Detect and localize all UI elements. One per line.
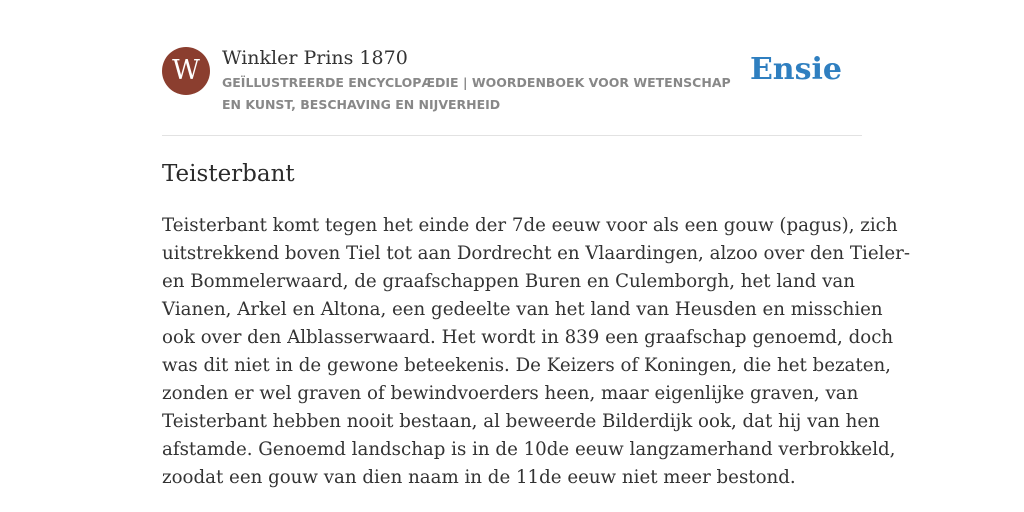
source-title[interactable]: Winkler Prins 1870 xyxy=(222,47,408,69)
entry-line: zonden er wel graven of bewindvoerders heen, maar eigenlijke graven, van xyxy=(162,383,859,404)
entry-line: uitstrekkend boven Tiel tot aan Dordrecht en Vlaardingen, alzoo over den Tieler- xyxy=(162,243,911,264)
entry-line: Teisterbant hebben nooit bestaan, al beweerde Bilderdijk ook, dat hij van hen xyxy=(162,411,880,432)
entry-line: Vianen, Arkel en Altona, een gedeelte van het land van Heusden en misschien xyxy=(162,299,883,320)
source-avatar[interactable]: W xyxy=(162,47,210,95)
source-header xyxy=(162,46,862,116)
source-subtitle: GEÏLLUSTREERDE ENCYCLOPÆDIE | WOORDENBOEK VOOR WETENSCHAP EN KUNST, BESCHAVING EN NIJVERHEID xyxy=(222,75,731,112)
entry-line: ook over den Alblasserwaard. Het wordt in 839 een graafschap genoemd, doch xyxy=(162,327,894,348)
entry-line: afstamde. Genoemd landschap is in de 10de eeuw langzamerhand verbrokkeld, xyxy=(162,439,896,460)
entry-line: zoodat een gouw van dien naam in de 11de eeuw niet meer bestond. xyxy=(162,467,796,488)
header-divider xyxy=(162,135,862,136)
entry-line: Teisterbant komt tegen het einde der 7de eeuw voor als een gouw (pagus), zich xyxy=(162,215,898,236)
entry-line: was dit niet in de gewone beteekenis. De Keizers of Koningen, die het bezaten, xyxy=(162,355,891,376)
entry-line: en Bommelerwaard, de graafschappen Buren en Culemborgh, het land van xyxy=(162,271,855,292)
entry-body xyxy=(162,212,911,492)
brand-logo[interactable]: Ensie xyxy=(749,52,842,87)
entry-title: Teisterbant xyxy=(162,161,295,187)
